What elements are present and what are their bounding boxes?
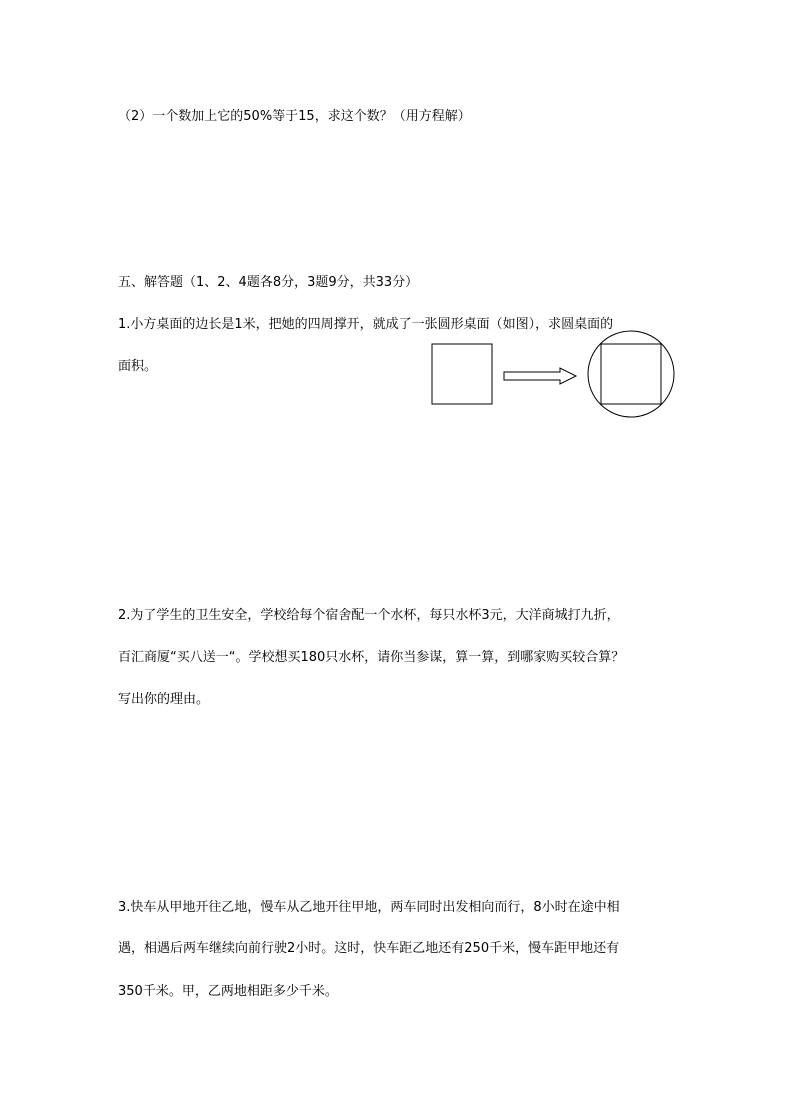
square-table-shape — [432, 344, 492, 404]
question-1-line-1: 1.小方桌面的边长是1米，把她的四周撑开，就成了一张圆形桌面（如图），求圆桌面的 — [118, 317, 614, 332]
question-2-line-1: 2.为了学生的卫生安全，学校给每个宿舍配一个水杯，每只水杯3元，大洋商城打九折， — [118, 608, 620, 623]
question-2-line-2: 百汇商厦“买八送一“。学校想买180只水杯，请你当参谋，算一算，到哪家购买较合算？ — [118, 650, 625, 665]
square-to-circle-figure — [428, 328, 680, 420]
section-5-title: 五、解答题（1、2、4题各8分，3题9分，共33分） — [118, 275, 419, 290]
question-3-line-1: 3.快车从甲地开往乙地，慢车从乙地开往甲地，两车同时出发相向而行，8小时在途中相 — [118, 900, 620, 915]
question-2-line-3: 写出你的理由。 — [118, 692, 210, 707]
arrow-icon — [504, 368, 576, 384]
question-2-part-2: （2）一个数加上它的50%等于15，求这个数？（用方程解） — [118, 109, 471, 124]
inscribed-square — [601, 344, 661, 404]
question-1-line-2: 面积。 — [118, 359, 158, 374]
question-3-line-3: 350千米。甲，乙两地相距多少千米。 — [118, 984, 338, 999]
question-3-line-2: 遇，相遇后两车继续向前行驶2小时。这时，快车距乙地还有250千米，慢车距甲地还有 — [118, 941, 620, 956]
